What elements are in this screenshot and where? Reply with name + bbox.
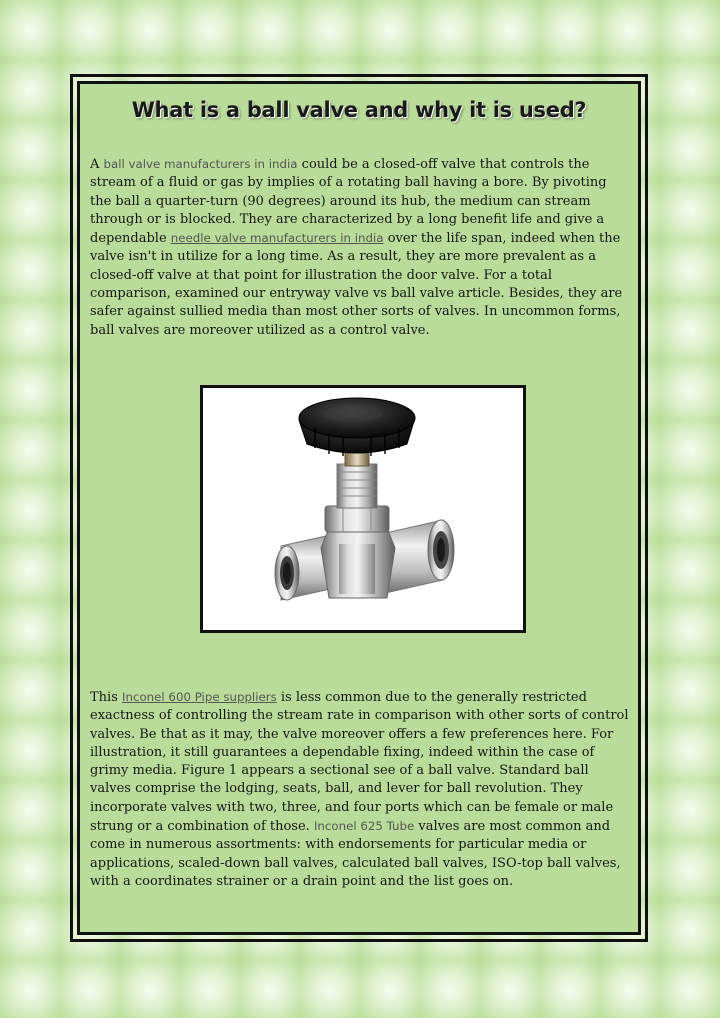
bonnet-nut xyxy=(325,506,389,532)
paragraph-1-lead: A xyxy=(90,157,100,172)
valve-stem xyxy=(337,450,377,508)
page-title: What is a ball valve and why it is used? xyxy=(131,98,587,122)
paragraph-2-lead: This xyxy=(90,690,118,705)
valve-knob xyxy=(299,398,415,456)
ball-valve-manufacturers-link[interactable]: ball valve manufacturers in india xyxy=(103,157,298,171)
needle-valve-illustration xyxy=(203,388,523,630)
paragraph-2-text-b: valves are most common and come in numerous assortments: with endorsements for particular media or applications, scaled-down ball valves, calculated ball valves, ISO-top ball valves, with a coordinates strainer or a drain point and the list goes on. xyxy=(90,819,621,889)
needle-valve-image xyxy=(200,385,526,633)
page-frame-inner xyxy=(77,81,641,935)
paragraph-details xyxy=(90,688,630,891)
needle-valve-manufacturers-link[interactable]: needle valve manufacturers in india xyxy=(170,231,384,246)
paragraph-intro xyxy=(90,155,630,340)
paragraph-1-text-a: could be a closed-off valve that controls the stream of a fluid or gas by implies of a rotating ball having a bore. By pivoting the ball a quarter-turn (90 degrees) around its hub, the medium can stream through or is blocked. They are characterized by a long benefit life and give a dependable xyxy=(90,157,607,247)
inconel-625-tube-link[interactable]: Inconel 625 Tube xyxy=(313,819,415,834)
paragraph-2-text-a: is less common due to the generally restricted exactness of controlling the stream rate in comparison with other sorts of control valves. Be that as it may, the valve moreover offers a few preferences here. For illustration, it still guarantees a dependable fixing, indeed within the case of grimy media. Figure 1 appears a sectional see of a ball valve. Standard ball valves comprise the lodging, seats, ball, and lever for ball revolution. They incorporate valves with two, three, and four ports which can be female or male strung or a combination of those. xyxy=(90,690,629,835)
paragraph-1-text-b: over the life span, indeed when the valve isn't in utilize for a long time. As a result, they are more prevalent as a closed-off valve at that point for illustration the door valve. For a total comparison, examined our entryway valve vs ball valve article. Besides, they are safer against sullied media than most other sorts of valves. In uncommon forms, ball valves are moreover utilized as a control valve. xyxy=(90,231,623,338)
inconel-600-pipe-link[interactable]: Inconel 600 Pipe suppliers xyxy=(122,690,277,704)
page-frame-outer xyxy=(70,74,648,942)
